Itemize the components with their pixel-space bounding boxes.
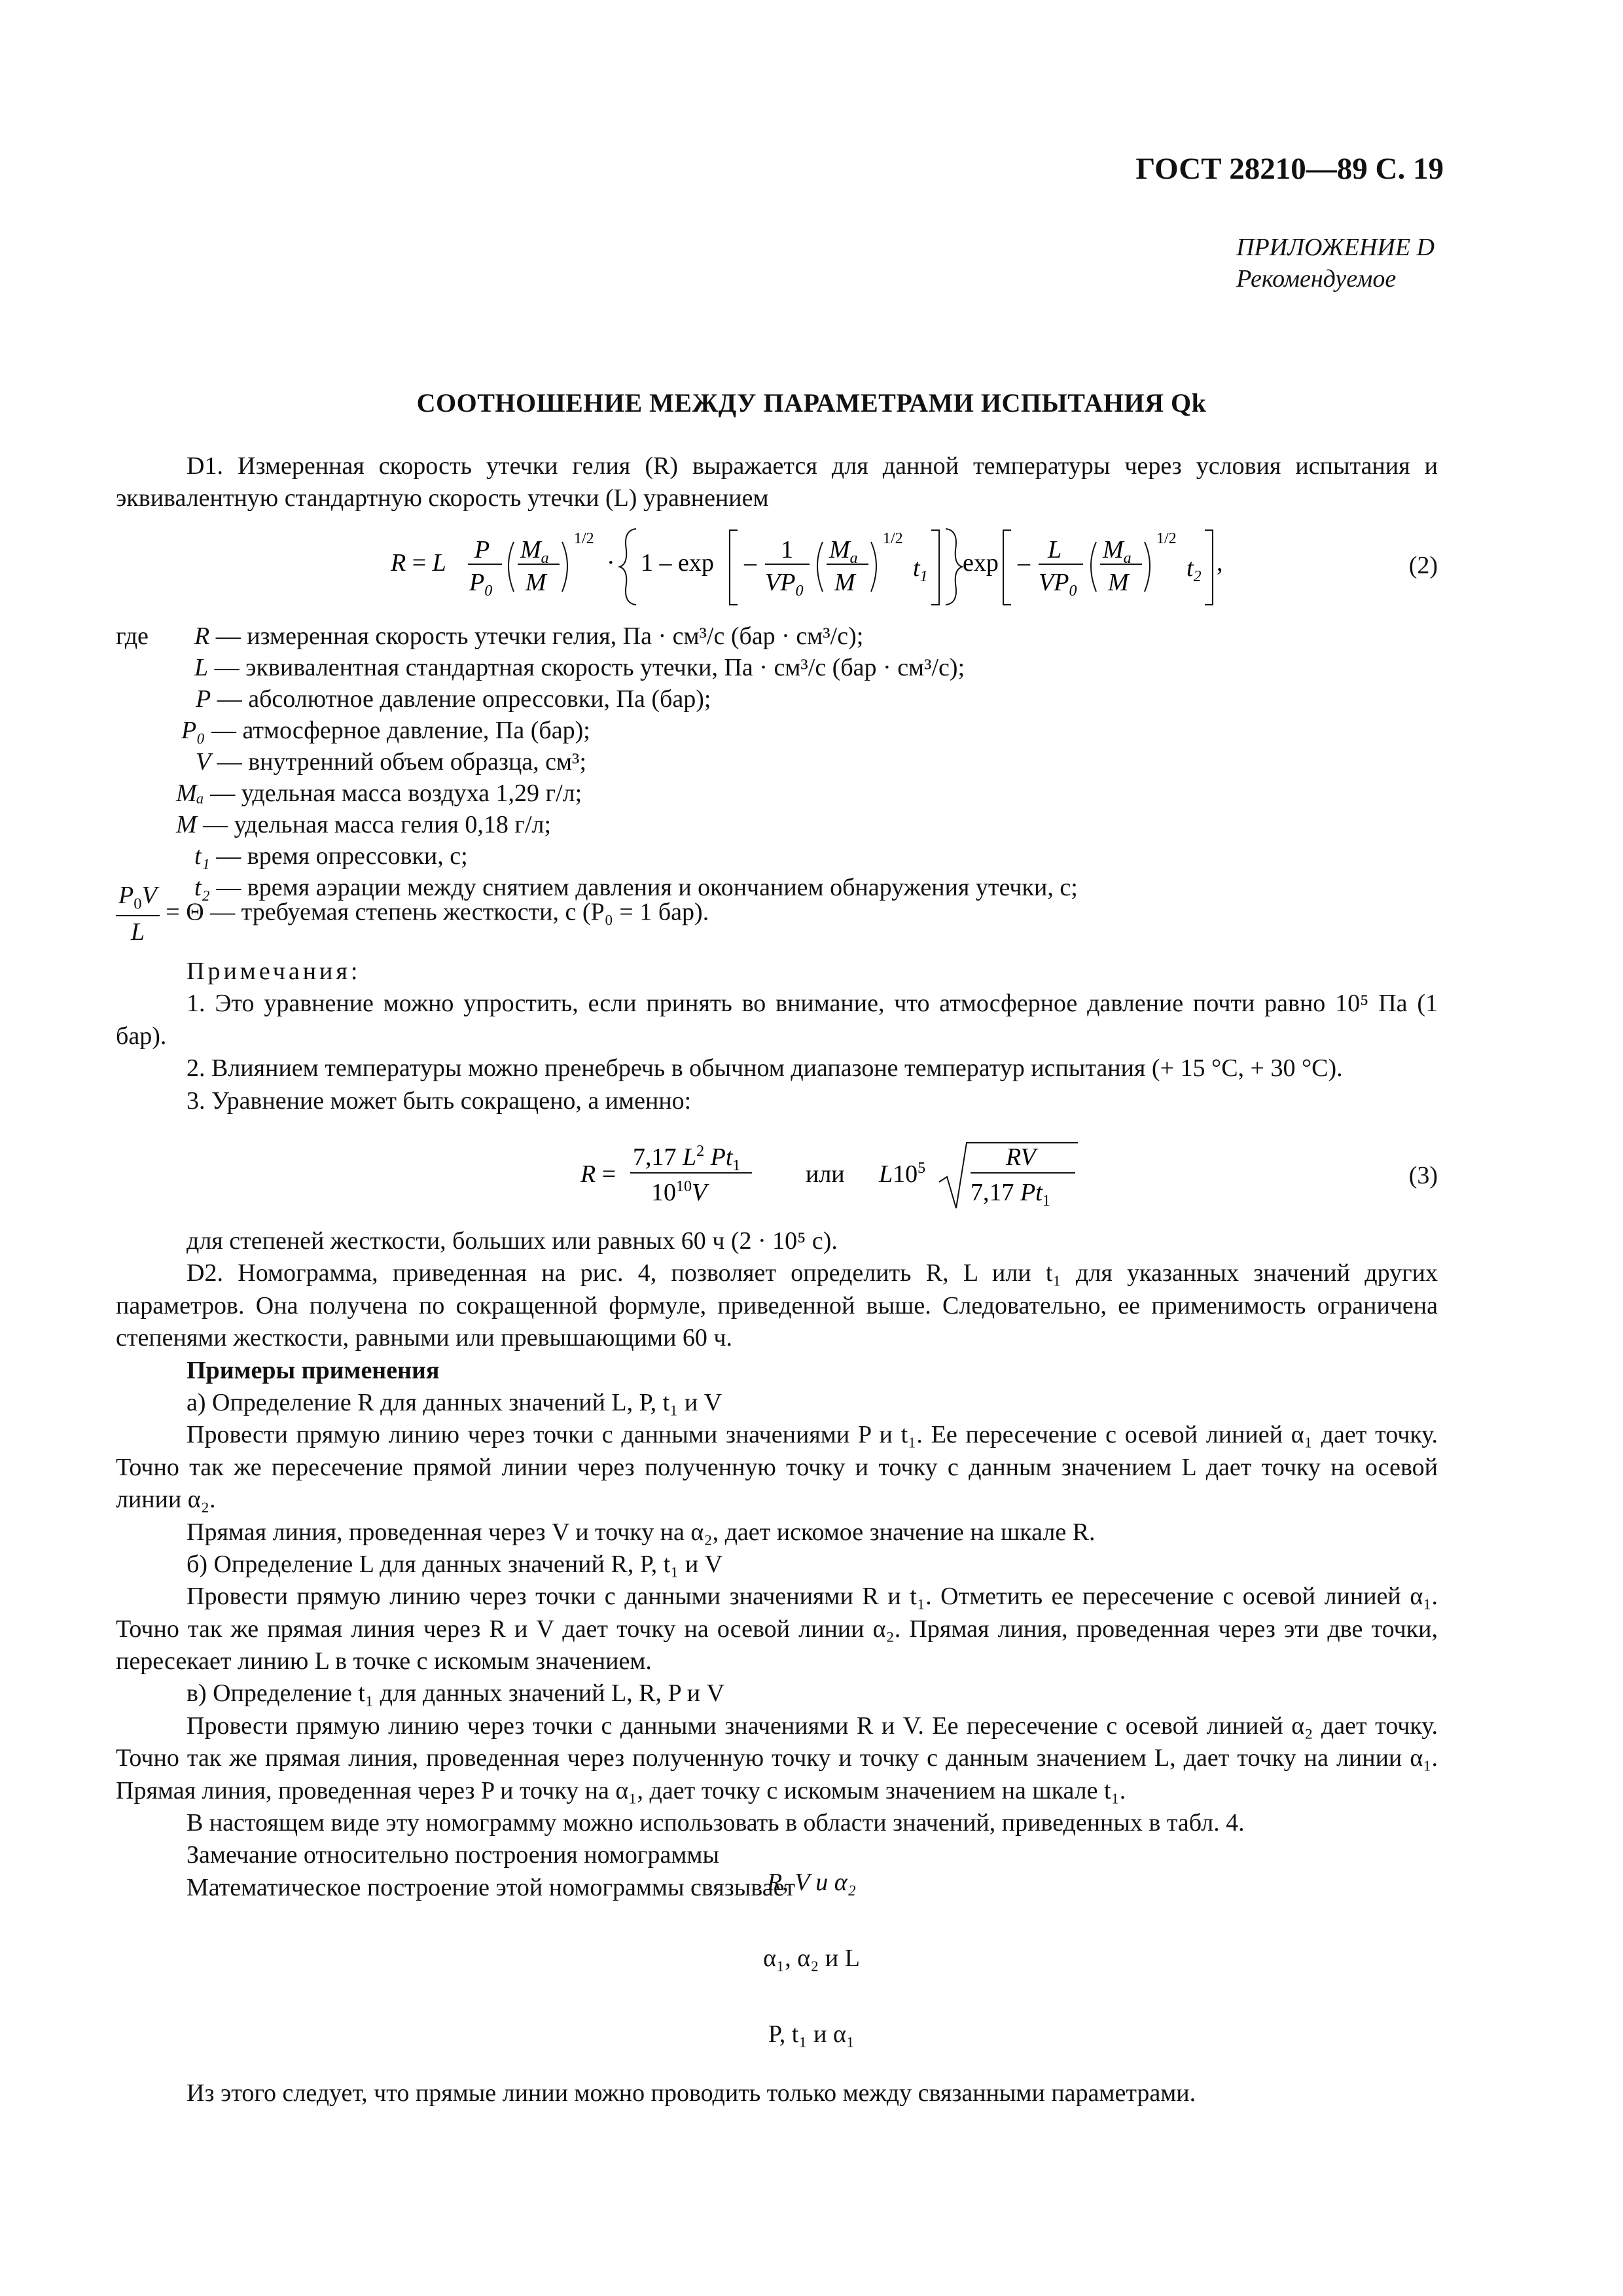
- theta-definition: [116, 880, 709, 948]
- svg-text:t1: $t_1$: [913, 554, 928, 585]
- definition-text: — внутренний объем образца, см³;: [211, 748, 587, 776]
- svg-text:Ma: $M_a$: [520, 536, 549, 567]
- appendix-block: [1236, 232, 1435, 295]
- svg-text:1/2: 1/2: [1156, 530, 1177, 547]
- svg-text:Ma: $M_a$: [1103, 536, 1132, 567]
- appendix-status: Рекомендуемое: [1236, 264, 1397, 293]
- svg-text:7,17 Pt1: 7,17 $Pt_1$: [971, 1179, 1050, 1210]
- svg-text:P0: $P_0$: [469, 569, 493, 600]
- svg-text:1/2: 1/2: [883, 530, 903, 547]
- definition-symbol: P: [196, 685, 211, 713]
- svg-text:t2: $t_2$: [1186, 554, 1202, 585]
- conclusion-text: Из этого следует, что прямые линии можно проводить только между связанными параметрами.: [187, 2079, 1196, 2107]
- equation-2-number: (2): [1408, 552, 1438, 579]
- equation-3-formula: [580, 1136, 1078, 1215]
- definition-prefix: где: [116, 622, 149, 650]
- definition-text: — измеренная скорость утечки гелия, Па · см³/с (бар · см³/с);: [209, 622, 864, 650]
- svg-text:L: L: [1048, 536, 1062, 564]
- svg-text:VP0: $VP_0$: [765, 569, 804, 600]
- svg-text:–: –: [744, 549, 757, 577]
- definition-item: [194, 840, 468, 872]
- example-b-text: Провести прямую линию через точки с данными значениями R и t₁. Отметить ее пересечение с осевой линией α₁. Точно так же прямая линия через R и V дает точку на осевой линии α₂. Прямая линия, проведенная через эти две точки, пересекает линию L в точке с искомым значением.: [116, 1583, 1438, 1676]
- notes-heading: Примечания:: [187, 958, 361, 985]
- equation-3-number: (3): [1408, 1162, 1438, 1189]
- d1-paragraph: [116, 450, 1438, 515]
- svg-text:L105: $L10^5$: [879, 1160, 926, 1188]
- construction-remark: Замечание относительно построения номограммы: [187, 1841, 720, 1869]
- d1-text: D1. Измеренная скорость утечки гелия (R) выражается для данной температуры через условия испытания и эквивалентную стандартную скорость утечки (L) уравнением: [116, 452, 1438, 512]
- after-equation-3: для степеней жесткости, больших или равных 60 ч (2 · 10⁵ с).: [187, 1227, 838, 1255]
- relation-1: R, V и α₂: [767, 1869, 856, 1896]
- example-c-text: Провести прямую линию через точки с данными значениями R и V. Ее пересечение с осевой линией α₂ дает точку. Точно так же прямая линия, проведенная через полученную точку и точку с данным значением L, дает точку на линии α₁. Прямая линия, проведенная через P и точку на α₁, дает точку с искомым значением на шкале t₁.: [116, 1712, 1438, 1804]
- theta-fraction: $\frac{P_0V}{L}$: [116, 880, 160, 948]
- svg-text:RV: RV: [1006, 1143, 1036, 1171]
- svg-text:Ma: $M_a$: [829, 536, 858, 567]
- example-c-title: в) Определение t₁ для данных значений L, R, P и V: [187, 1679, 725, 1708]
- equation-2-formula: [391, 524, 1372, 609]
- svg-text:–: –: [1018, 549, 1030, 577]
- note-2: 2. Влиянием температуры можно пренебречь в обычном диапазоне температур испытания (+ 15 °С, + 30 °С).: [187, 1054, 1343, 1083]
- definition-text: — время аэрации между снятием давления и окончанием обнаружения утечки, с;: [209, 874, 1078, 901]
- svg-text:R = L: R = L: [391, 549, 446, 577]
- definition-symbol: M: [176, 811, 197, 838]
- svg-text:1 – exp: 1 – exp: [641, 549, 714, 577]
- example-a-text-2: Прямая линия, проведенная через V и точку на α₂, дает искомое значение на шкале R.: [187, 1518, 1096, 1546]
- example-b-title: б) Определение L для данных значений R, P, t₁ и V: [187, 1550, 723, 1578]
- equation-3-or: или: [806, 1160, 845, 1188]
- definition-text: — абсолютное давление опрессовки, Па (бар);: [211, 685, 711, 713]
- main-text-block: [116, 1225, 1438, 1904]
- range-note: В настоящем виде эту номограмму можно использовать в области значений, приведенных в табл. 4.: [187, 1809, 1245, 1837]
- definition-text: — удельная масса гелия 0,18 г/л;: [196, 811, 552, 838]
- svg-text:1010V: $10^{10}V$: [651, 1178, 707, 1206]
- notes-block: [116, 956, 1438, 1117]
- equation-3: [116, 1136, 1438, 1215]
- definition-symbol: L: [194, 654, 209, 681]
- example-a-text: Провести прямую линию через точки с данными значениями P и t₁. Ее пересечение с осевой линией α₁ дает точку. Точно так же пересечение прямой линии через полученную точку и точку с данным значением L дает точку на осевой линии α₂.: [116, 1421, 1438, 1514]
- example-a-title: а) Определение R для данных значений L, P, t₁ и V: [187, 1388, 722, 1416]
- appendix-label: ПРИЛОЖЕНИЕ D: [1236, 234, 1435, 261]
- note-3: 3. Уравнение может быть сокращено, а именно:: [187, 1086, 692, 1115]
- section-title: СООТНОШЕНИЕ МЕЖДУ ПАРАМЕТРАМИ ИСПЫТАНИЯ Qk: [416, 388, 1207, 418]
- definitions-list: [116, 620, 1438, 922]
- note-1: 1. Это уравнение можно упростить, если принять во внимание, что атмосферное давление почти равно 10⁵ Па (1 бар).: [116, 990, 1438, 1050]
- svg-text:·: ·: [607, 549, 615, 577]
- svg-text:VP0: $VP_0$: [1039, 569, 1077, 600]
- document-number: ГОСТ 28210—89 С. 19: [1135, 152, 1444, 186]
- definition-text: — эквивалентная стандартная скорость утечки, Па · см³/с (бар · см³/с);: [208, 654, 965, 681]
- definition-item: [194, 620, 863, 653]
- definition-item: [116, 620, 149, 653]
- definition-item: [176, 809, 551, 841]
- svg-text:M: M: [834, 569, 855, 596]
- definition-text: — атмосферное давление, Па (бар);: [205, 717, 590, 744]
- definition-item: [196, 746, 586, 778]
- d2-paragraph: D2. Номограмма, приведенная на рис. 4, позволяет определить R, L или t₁ для указанных значений других параметров. Она получена по сокращенной формуле, приведенной выше. Следовательно, ее применимость ограничена степенями жесткости, равными или превышающими 60 ч.: [116, 1259, 1438, 1352]
- svg-text:,: ,: [1217, 549, 1223, 577]
- conclusion-block: [116, 2077, 1438, 2109]
- definition-symbol: P₀: [181, 717, 205, 744]
- definition-text: — время опрессовки, с;: [209, 842, 468, 870]
- relation-2: α₁, α₂ и L: [763, 1945, 860, 1972]
- svg-text:1/2: 1/2: [574, 530, 594, 547]
- svg-text:P: P: [474, 536, 490, 564]
- definition-item: [176, 778, 582, 810]
- definition-symbol: R: [194, 622, 210, 650]
- definition-symbol: Mₐ: [176, 780, 204, 807]
- svg-text:7,17 L2 Pt1: 7,17 $L^2$ $Pt_1$: [633, 1143, 741, 1174]
- svg-text:exp: exp: [963, 549, 999, 577]
- definition-item: [181, 715, 590, 747]
- definition-symbol: t₂: [194, 874, 210, 901]
- math-construction: Математическое построение этой номограммы связывает: [187, 1873, 796, 1901]
- definition-text: — удельная масса воздуха 1,29 г/л;: [204, 780, 582, 807]
- svg-text:R =: R =: [580, 1160, 616, 1188]
- definition-symbol: t₁: [194, 842, 210, 870]
- examples-heading: Примеры применения: [187, 1356, 440, 1384]
- definition-item: [196, 683, 711, 715]
- svg-text:1: 1: [781, 536, 793, 564]
- equation-2: [116, 524, 1438, 609]
- definition-item: [194, 652, 965, 684]
- svg-text:M: M: [526, 569, 546, 596]
- definition-symbol: V: [196, 748, 211, 776]
- svg-text:M: M: [1108, 569, 1129, 596]
- theta-text: = Θ — требуемая степень жесткости, с (P₀ = 1 бар).: [166, 898, 709, 926]
- relation-3: P, t₁ и α₁: [768, 2020, 855, 2048]
